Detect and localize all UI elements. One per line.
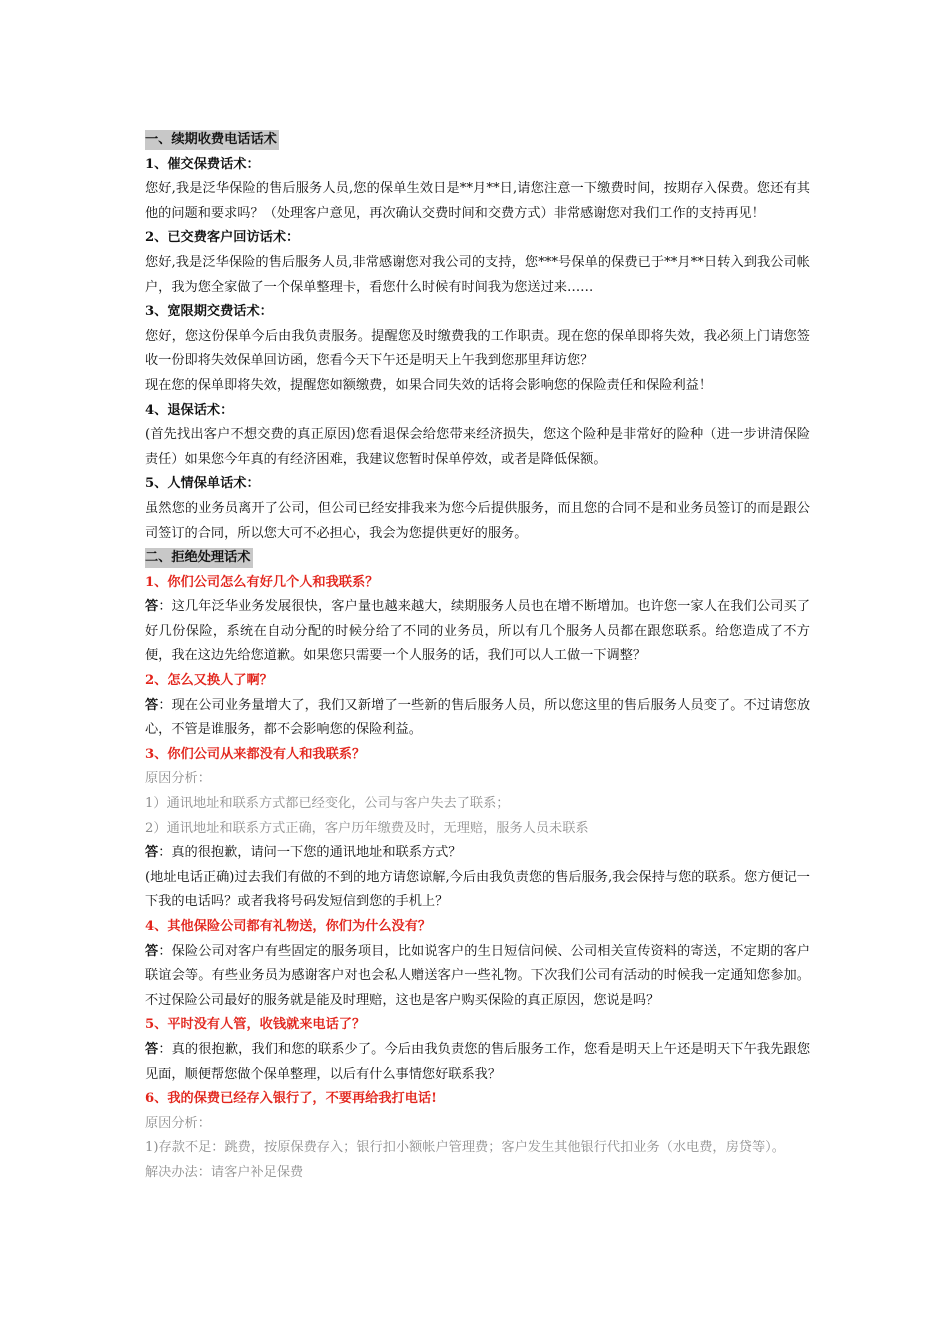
paragraph-1-4: (首先找出客户不想交费的真正原因)您看退保会给您带来经济损失，您这个险种是非常好的险种（进一步讲清保险责任）如果您今年真的有经济困难，我建议您暂时保单停效，或者是降低保额。 xyxy=(145,427,810,467)
document-body xyxy=(145,128,810,1186)
section-title-renewal: 一、续期收费电话话术 xyxy=(145,130,279,150)
section-heading-1 xyxy=(145,128,810,153)
answer-3-followup: (地址电话正确)过去我们有做的不到的地方请您谅解,今后由我负责您的售后服务,我会保持与您的联系。您方便记一下我的电话吗？或者我将号码发短信到您的手机上？ xyxy=(145,869,810,910)
answer-label: 答 xyxy=(145,943,159,959)
subheading-1-1: 1、催交保费话术： xyxy=(145,156,260,172)
analysis-label-3: 原因分析： xyxy=(145,771,211,787)
question-6: 6、我的保费已经存入银行了，不要再给我打电话! xyxy=(145,1091,437,1107)
analysis-6-reason-1: 1)存款不足：跳费，按原保费存入；银行扣小额帐户管理费；客户发生其他银行代扣业务（水电费，房贷等）。 xyxy=(145,1140,785,1156)
section-heading-2 xyxy=(145,546,810,571)
analysis-6-solution: 解决办法：请客户补足保费 xyxy=(145,1164,304,1180)
answer-4-text: ：保险公司对客户有些固定的服务项目，比如说客户的生日短信问候、公司相关宣传资料的寄送，不定期的客户联谊会等。有些业务员为感谢客户对也会私人赠送客户一些礼物。下次我们公司有活动的时候我一定通知您参加。不过保险公司最好的服务就是能及时理赔，这也是客户购买保险的真正原因，您说是吗？ xyxy=(145,943,811,1008)
subheading-1-3: 3、宽限期交费话术： xyxy=(145,304,273,320)
answer-5-text: ：真的很抱歉，我们和您的联系少了。今后由我负责您的售后服务工作，您看是明天上午还是明天下午我先跟您见面，顺便帮您做个保单整理，以后有什么事情您好联系我？ xyxy=(145,1041,811,1082)
subheading-1-4: 4、退保话术： xyxy=(145,402,234,418)
question-3: 3、你们公司从来都没有人和我联系？ xyxy=(145,746,366,762)
answer-5 xyxy=(145,1038,810,1087)
analysis-3-reason-2: 2）通讯地址和联系方式正确，客户历年缴费及时，无理赔，服务人员未联系 xyxy=(145,820,589,836)
answer-label: 答 xyxy=(145,845,159,861)
analysis-label-6: 原因分析： xyxy=(145,1115,211,1131)
analysis-3-reason-1: 1）通讯地址和联系方式都已经变化，公司与客户失去了联系； xyxy=(145,796,510,812)
question-1: 1、你们公司怎么有好几个人和我联系？ xyxy=(145,574,379,590)
answer-label: 答 xyxy=(145,599,159,615)
subheading-1-5: 5、人情保单话术： xyxy=(145,476,260,492)
paragraph-1-2: 您好,我是泛华保险的售后服务人员,非常感谢您对我公司的支持，您***号保单的保费已于**月**日转入到我公司帐户，我为您全家做了一个保单整理卡，看您什么时候有时间我为您送过来…… xyxy=(145,254,810,295)
answer-2 xyxy=(145,694,810,743)
paragraph-1-1: 您好,我是泛华保险的售后服务人员,您的保单生效日是**月**日,请您注意一下缴费时间，按期存入保费。您还有其他的问题和要求吗？（处理客户意见，再次确认交费时间和交费方式）非常感谢您对我们工作的支持再见！ xyxy=(145,181,810,221)
answer-label: 答 xyxy=(145,697,159,713)
subheading-1-2: 2、已交费客户回访话术： xyxy=(145,230,300,246)
question-5: 5、平时没有人管，收钱就来电话了？ xyxy=(145,1017,366,1033)
paragraph-1-5: 虽然您的业务员离开了公司，但公司已经安排我来为您今后提供服务，而且您的合同不是和业务员签订的而是跟公司签订的合同，所以您大可不必担心，我会为您提供更好的服务。 xyxy=(145,500,810,541)
answer-label: 答 xyxy=(145,1041,159,1057)
section-title-objection: 二、拒绝处理话术 xyxy=(145,548,253,568)
question-2: 2、怎么又换人了啊？ xyxy=(145,673,273,689)
answer-2-text: ：现在公司业务量增大了，我们又新增了一些新的售后服务人员，所以您这里的售后服务人员变了。不过请您放心，不管是谁服务，都不会影响您的保险利益。 xyxy=(145,697,811,738)
paragraph-1-3a: 您好，您这份保单今后由我负责服务。提醒您及时缴费我的工作职责。现在您的保单即将失效，我必须上门请您签收一份即将失效保单回访函，您看今天下午还是明天上午我到您那里拜访您？ xyxy=(145,328,810,369)
answer-1 xyxy=(145,595,810,669)
answer-3 xyxy=(145,841,810,866)
answer-1-text: ：这几年泛华业务发展很快，客户量也越来越大，续期服务人员也在增不断增加。也许您一家人在我们公司买了好几份保险，系统在自动分配的时候分给了不同的业务员，所以有几个服务人员都在跟您联系。给您造成了不方便，我在这边先给您道歉。如果您只需要一个人服务的话，我们可以人工做一下调整？ xyxy=(145,599,811,664)
paragraph-1-3b: 现在您的保单即将失效，提醒您如额缴费，如果合同失效的话将会影响您的保险责任和保险利益！ xyxy=(145,377,713,393)
question-4: 4、其他保险公司都有礼物送，你们为什么没有？ xyxy=(145,919,432,934)
answer-4 xyxy=(145,940,810,1014)
answer-3-text: ：真的很抱歉，请问一下您的通讯地址和联系方式？ xyxy=(158,845,462,861)
